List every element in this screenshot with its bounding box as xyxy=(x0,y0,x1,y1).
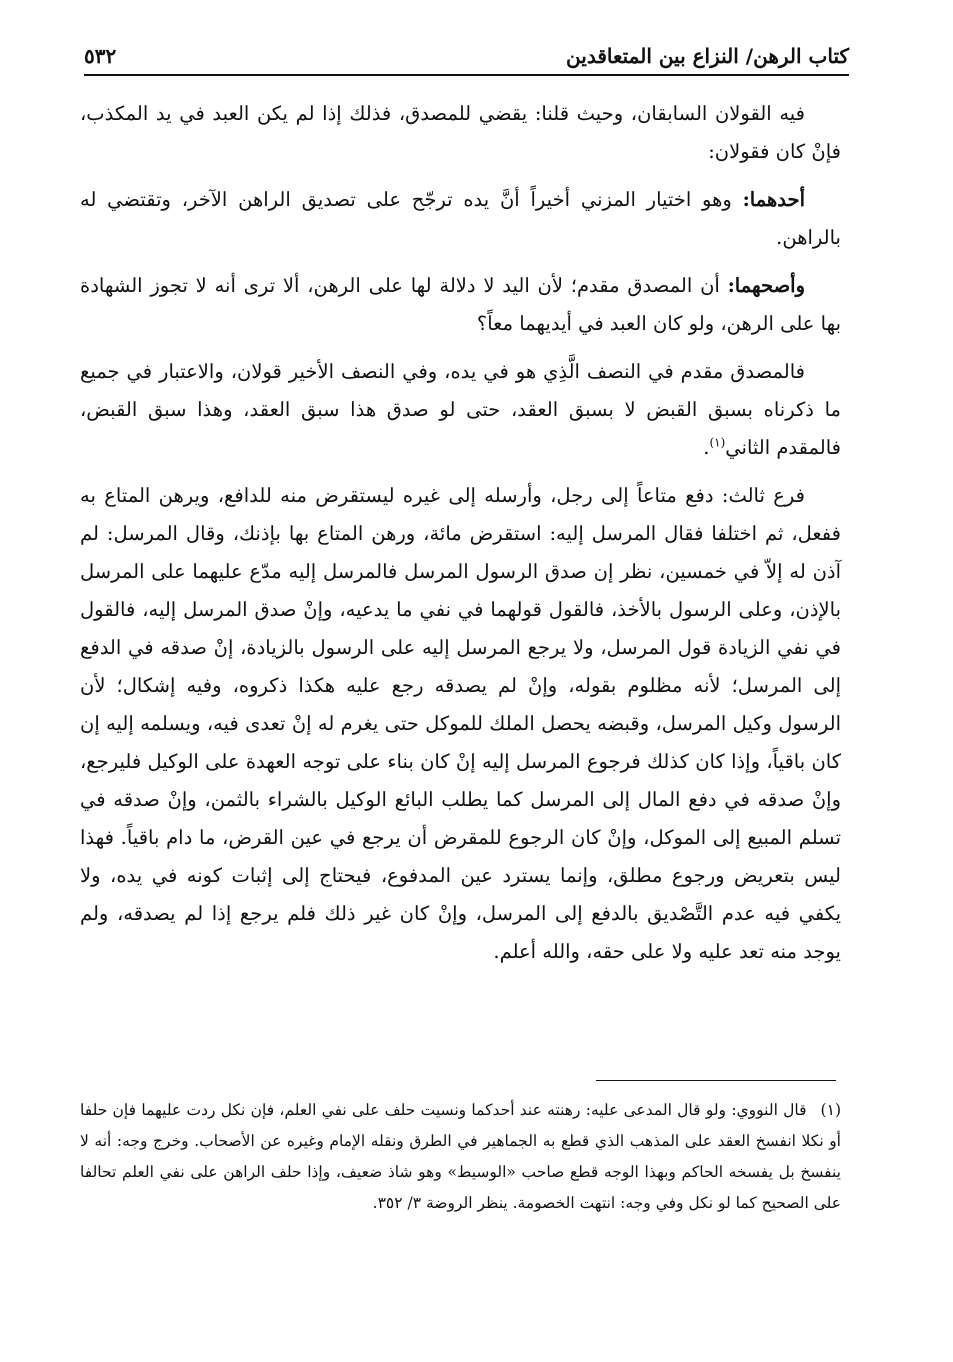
paragraph-4-end: . xyxy=(703,436,710,459)
footnote-number: (١) xyxy=(820,1101,841,1119)
paragraph-2-text: وهو اختيار المزني أخيراً أنَّ يده ترجّح على تصديق الراهن الآخر، وتقتضي له بالراهن. xyxy=(80,188,841,249)
paragraph-3 xyxy=(80,267,841,343)
paragraph-2 xyxy=(80,181,841,257)
paragraph-3-text: أن المصدق مقدم؛ لأن اليد لا دلالة لها على الرهن، ألا ترى أنه لا تجوز الشهادة بها على الرهن، ولو كان العبد في أيديهما معاً؟ xyxy=(80,274,841,335)
footnote-marker: (١) xyxy=(709,435,726,450)
running-title: كتاب الرهن/ النزاع بين المتعاقدين xyxy=(566,44,849,68)
main-text xyxy=(80,95,841,981)
page-header xyxy=(84,30,849,76)
paragraph-5 xyxy=(80,477,841,971)
page-number: ٥٣٢ xyxy=(84,44,117,68)
footnote-divider xyxy=(596,1080,836,1081)
paragraph-4-text: فالمصدق مقدم في النصف الَّذِي هو في يده، وفي النصف الأخير قولان، والاعتبار في جميع ما ذكرناه بسبق القبض لا بسبق العقد، حتى لو صدق هذا سبق العقد، وهذا سبق القبض، فالمقدم الثاني xyxy=(80,360,841,459)
footnote-text: قال النووي: ولو قال المدعى عليه: رهنته عند أحدكما ونسيت حلف على نفي العلم، فإن نكل ردت عليهما فإن حلفا أو نكلا انفسخ العقد على المذهب الذي قطع به الجماهير في الطرق ونقله الإمام وغيره عن الأصحاب. وخرج وجه: أنه لا ينفسخ بل يفسخه الحاكم وبهذا الوجه قطع صاحب «الوسيط» وهو شاذ ضعيف، وإذا حلف الراهن على نفي العلم تحالفا على الصحيح كما لو نكل وفي وجه: انتهت الخصومة. ينظر الروضة ٣/ ٣٥٢. xyxy=(80,1101,841,1212)
paragraph-4 xyxy=(80,353,841,467)
paragraph-3-lead: وأصحهما: xyxy=(727,274,805,297)
paragraph-1-text: فيه القولان السابقان، وحيث قلنا: يقضي للمصدق، فذلك إذا لم يكن العبد في يد المكذب، فإنْ كان فقولان: xyxy=(80,102,841,163)
paragraph-1 xyxy=(80,95,841,171)
paragraph-2-lead: أحدهما: xyxy=(742,188,805,211)
footnote xyxy=(80,1095,841,1219)
paragraph-5-text: فرع ثالث: دفع متاعاً إلى رجل، وأرسله إلى غيره ليستقرض منه للدافع، ويرهن المتاع به ففعل، ثم اختلفا فقال المرسل إليه: استقرض مائة، ورهن المتاع بها بإذنك، وقال المرسل: لم آذن له إلاّ في خمسين، نظر إن صدق الرسول المرسل فالمرسل إليه مدّع عليهما على المرسل بالإذن، وعلى الرسول بالأخذ، فالقول قولهما في نفي ما يدعيه، وإنْ صدق المرسل إليه، فالقول في نفي الزيادة قول المرسل، ولا يرجع المرسل إليه على الرسول بالزيادة، إنْ صدقه في الدفع إلى المرسل؛ لأنه مظلوم بقوله، وإنْ لم يصدقه رجع عليه هكذا ذكروه، وفيه إشكال؛ لأن الرسول وكيل المرسل، وقبضه يحصل الملك للموكل حتى يغرم له إنْ تعدى فيه، ويسلمه إليه إن كان باقياً، وإذا كان كذلك فرجوع المرسل إليه إنْ كان بناء على توجه العهدة على الوكيل فليرجع، وإنْ صدقه في دفع المال إلى المرسل كما يطلب البائع الوكيل بالشراء بالثمن، وإنْ صدقه في تسلم المبيع إلى الموكل، وإنْ كان الرجوع للمقرض أن يرجع في عين القرض، ما دام باقياً. فهذا ليس بتعريض ورجوع مطلق، وإنما يسترد عين المدفوع، فيحتاج إلى إثبات كونه في يده، ولا يكفي فيه عدم التَّصْديق بالدفع إلى المرسل، وإنْ كان غير ذلك فلم يرجع إذا لم يصدقه، ولم يوجد منه تعد عليه ولا على حقه، والله أعلم. xyxy=(80,484,841,963)
